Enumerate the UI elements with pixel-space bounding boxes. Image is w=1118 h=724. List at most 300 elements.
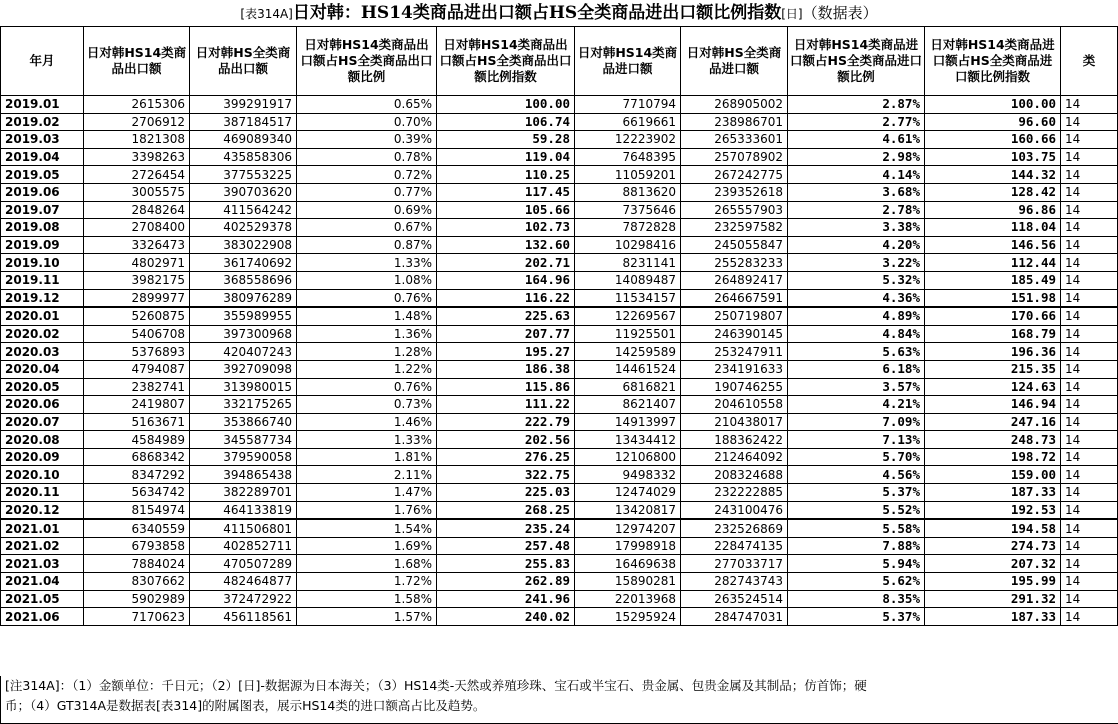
cell-import-index: 198.72 [925,448,1061,466]
cell-import-index: 192.53 [925,501,1061,519]
cell-month: 2020.02 [1,325,84,343]
cell-import-ratio: 5.58% [788,519,925,537]
cell-hsall-import: 253247911 [681,343,788,361]
cell-hsall-export: 380976289 [190,289,297,307]
cell-month: 2020.05 [1,378,84,396]
cell-hsall-import: 284747031 [681,608,788,626]
cell-hsall-import: 234191633 [681,360,788,378]
cell-category: 14 [1061,590,1118,608]
cell-category: 14 [1061,219,1118,237]
cell-export-index: 106.74 [437,113,575,131]
cell-import-index: 100.00 [925,96,1061,114]
table-row [1,131,1118,149]
table-row [1,501,1118,519]
cell-hsall-export: 392709098 [190,360,297,378]
cell-category: 14 [1061,183,1118,201]
cell-hs14-import: 8621407 [575,396,681,414]
cell-month: 2020.04 [1,360,84,378]
cell-month: 2019.11 [1,271,84,289]
cell-hs14-import: 6816821 [575,378,681,396]
cell-hsall-import: 282743743 [681,573,788,591]
cell-month: 2021.01 [1,519,84,537]
cell-export-ratio: 0.67% [297,219,437,237]
header-hsall-export: 日对韩HS全类商品出口额 [190,27,297,96]
cell-export-index: 164.96 [437,271,575,289]
cell-import-index: 146.56 [925,236,1061,254]
cell-hs14-import: 12106800 [575,448,681,466]
cell-hsall-export: 435858306 [190,148,297,166]
cell-hsall-import: 204610558 [681,396,788,414]
cell-hs14-export: 3982175 [84,271,190,289]
cell-hsall-import: 232526869 [681,519,788,537]
cell-hsall-import: 245055847 [681,236,788,254]
cell-hs14-export: 5634742 [84,484,190,502]
cell-hsall-export: 377553225 [190,166,297,184]
cell-export-index: 268.25 [437,501,575,519]
cell-hs14-export: 1821308 [84,131,190,149]
cell-category: 14 [1061,519,1118,537]
cell-hs14-import: 15890281 [575,573,681,591]
cell-export-ratio: 1.08% [297,271,437,289]
cell-category: 14 [1061,378,1118,396]
table-row [1,201,1118,219]
header-hsall-import: 日对韩HS全类商品进口额 [681,27,788,96]
cell-export-index: 202.56 [437,431,575,449]
cell-hsall-import: 264667591 [681,289,788,307]
cell-category: 14 [1061,360,1118,378]
cell-category: 14 [1061,484,1118,502]
cell-import-ratio: 6.18% [788,360,925,378]
cell-hsall-import: 232597582 [681,219,788,237]
cell-category: 14 [1061,254,1118,272]
cell-export-ratio: 1.48% [297,307,437,325]
cell-import-ratio: 5.62% [788,573,925,591]
cell-hs14-import: 13434412 [575,431,681,449]
cell-month: 2021.03 [1,555,84,573]
cell-import-index: 96.60 [925,113,1061,131]
cell-hs14-import: 11925501 [575,325,681,343]
header-import-index: 日对韩HS14类商品进口额占HS全类商品进口额比例指数 [925,27,1061,96]
table-row [1,254,1118,272]
cell-hs14-export: 8347292 [84,466,190,484]
cell-hsall-import: 277033717 [681,555,788,573]
cell-category: 14 [1061,501,1118,519]
cell-import-ratio: 4.21% [788,396,925,414]
cell-hsall-import: 188362422 [681,431,788,449]
cell-hsall-import: 210438017 [681,413,788,431]
cell-import-index: 215.35 [925,360,1061,378]
cell-hs14-export: 2706912 [84,113,190,131]
cell-import-index: 187.33 [925,608,1061,626]
cell-category: 14 [1061,608,1118,626]
cell-hsall-export: 482464877 [190,573,297,591]
cell-month: 2020.12 [1,501,84,519]
cell-export-index: 119.04 [437,148,575,166]
cell-import-index: 146.94 [925,396,1061,414]
cell-import-ratio: 3.68% [788,183,925,201]
cell-import-index: 160.66 [925,131,1061,149]
cell-hsall-export: 397300968 [190,325,297,343]
cell-hsall-import: 239352618 [681,183,788,201]
cell-hsall-export: 469089340 [190,131,297,149]
cell-export-ratio: 0.87% [297,236,437,254]
cell-hsall-export: 464133819 [190,501,297,519]
cell-hs14-export: 3005575 [84,183,190,201]
cell-import-index: 291.32 [925,590,1061,608]
cell-hs14-import: 11059201 [575,166,681,184]
cell-month: 2019.09 [1,236,84,254]
header-export-ratio: 日对韩HS14类商品出口额占HS全类商品出口额比例 [297,27,437,96]
cell-hs14-import: 12474029 [575,484,681,502]
cell-export-index: 195.27 [437,343,575,361]
cell-hs14-import: 15295924 [575,608,681,626]
cell-hsall-export: 387184517 [190,113,297,131]
cell-category: 14 [1061,325,1118,343]
cell-hsall-export: 345587734 [190,431,297,449]
cell-hs14-import: 22013968 [575,590,681,608]
cell-hsall-export: 390703620 [190,183,297,201]
footnote-line-1: [注314A]：（1）金额单位：千日元；（2）[日]-数据源为日本海关；（3）HS14类-天然或养殖珍珠、宝石或半宝石、贵金属、包贵金属及其制品；仿首饰；硬 [5,678,867,693]
cell-import-ratio: 5.37% [788,608,925,626]
header-month: 年月 [1,27,84,96]
cell-hs14-export: 2419807 [84,396,190,414]
cell-export-ratio: 0.77% [297,183,437,201]
cell-export-index: 225.63 [437,307,575,325]
cell-hs14-import: 13420817 [575,501,681,519]
cell-import-ratio: 2.98% [788,148,925,166]
cell-hs14-export: 4802971 [84,254,190,272]
cell-import-index: 170.66 [925,307,1061,325]
cell-hs14-export: 4794087 [84,360,190,378]
table-row [1,271,1118,289]
cell-export-ratio: 1.54% [297,519,437,537]
cell-hsall-import: 263524514 [681,590,788,608]
cell-month: 2020.11 [1,484,84,502]
cell-hsall-import: 246390145 [681,325,788,343]
cell-hs14-export: 6793858 [84,537,190,555]
cell-export-ratio: 1.47% [297,484,437,502]
cell-hs14-export: 2382741 [84,378,190,396]
cell-hsall-import: 255283233 [681,254,788,272]
cell-hs14-import: 17998918 [575,537,681,555]
cell-export-index: 222.79 [437,413,575,431]
cell-import-ratio: 7.88% [788,537,925,555]
cell-export-ratio: 1.22% [297,360,437,378]
cell-import-ratio: 5.70% [788,448,925,466]
cell-category: 14 [1061,131,1118,149]
cell-hs14-export: 5406708 [84,325,190,343]
cell-export-index: 116.22 [437,289,575,307]
cell-category: 14 [1061,113,1118,131]
cell-import-index: 168.79 [925,325,1061,343]
cell-hsall-import: 243100476 [681,501,788,519]
cell-import-ratio: 4.89% [788,307,925,325]
cell-month: 2021.06 [1,608,84,626]
cell-export-ratio: 0.78% [297,148,437,166]
table-row [1,537,1118,555]
cell-export-ratio: 1.69% [297,537,437,555]
cell-month: 2019.02 [1,113,84,131]
cell-hsall-import: 265557903 [681,201,788,219]
cell-import-index: 112.44 [925,254,1061,272]
cell-category: 14 [1061,537,1118,555]
cell-hsall-export: 399291917 [190,96,297,114]
cell-export-index: 257.48 [437,537,575,555]
cell-month: 2020.09 [1,448,84,466]
cell-category: 14 [1061,466,1118,484]
cell-category: 14 [1061,271,1118,289]
table-row [1,166,1118,184]
cell-export-index: 105.66 [437,201,575,219]
cell-month: 2021.05 [1,590,84,608]
cell-export-index: 241.96 [437,590,575,608]
cell-export-ratio: 1.36% [297,325,437,343]
cell-month: 2020.01 [1,307,84,325]
cell-export-ratio: 0.65% [297,96,437,114]
cell-hsall-import: 267242775 [681,166,788,184]
cell-hsall-import: 208324688 [681,466,788,484]
cell-import-ratio: 7.13% [788,431,925,449]
cell-month: 2019.04 [1,148,84,166]
cell-month: 2019.03 [1,131,84,149]
cell-import-ratio: 7.09% [788,413,925,431]
cell-export-index: 115.86 [437,378,575,396]
cell-export-ratio: 0.69% [297,201,437,219]
cell-hsall-import: 190746255 [681,378,788,396]
cell-export-index: 111.22 [437,396,575,414]
cell-month: 2019.05 [1,166,84,184]
cell-hs14-export: 7884024 [84,555,190,573]
cell-hs14-export: 8307662 [84,573,190,591]
cell-hs14-import: 12974207 [575,519,681,537]
table-row [1,413,1118,431]
table-row [1,608,1118,626]
cell-hs14-export: 4584989 [84,431,190,449]
cell-hs14-import: 8231141 [575,254,681,272]
cell-category: 14 [1061,431,1118,449]
cell-export-index: 202.71 [437,254,575,272]
cell-import-ratio: 2.77% [788,113,925,131]
table-body [1,96,1118,626]
cell-hsall-export: 372472922 [190,590,297,608]
table-row [1,219,1118,237]
cell-hsall-export: 361740692 [190,254,297,272]
cell-import-index: 194.58 [925,519,1061,537]
cell-import-ratio: 4.36% [788,289,925,307]
table-row [1,307,1118,325]
cell-import-index: 118.04 [925,219,1061,237]
cell-export-ratio: 1.57% [297,608,437,626]
table-row [1,484,1118,502]
cell-export-ratio: 1.58% [297,590,437,608]
cell-hsall-export: 394865438 [190,466,297,484]
cell-category: 14 [1061,343,1118,361]
cell-export-ratio: 1.33% [297,431,437,449]
cell-import-index: 151.98 [925,289,1061,307]
cell-export-index: 276.25 [437,448,575,466]
cell-category: 14 [1061,148,1118,166]
cell-hsall-export: 456118561 [190,608,297,626]
cell-export-ratio: 0.70% [297,113,437,131]
table-row [1,555,1118,573]
cell-import-index: 103.75 [925,148,1061,166]
cell-month: 2019.12 [1,289,84,307]
title-tail: （数据表） [802,4,878,22]
cell-hsall-import: 232222885 [681,484,788,502]
cell-export-ratio: 0.72% [297,166,437,184]
cell-month: 2020.07 [1,413,84,431]
cell-category: 14 [1061,396,1118,414]
cell-hs14-export: 3398263 [84,148,190,166]
cell-import-index: 144.32 [925,166,1061,184]
cell-hsall-import: 212464092 [681,448,788,466]
cell-hsall-import: 238986701 [681,113,788,131]
table-row [1,590,1118,608]
cell-import-index: 195.99 [925,573,1061,591]
cell-hs14-export: 5163671 [84,413,190,431]
cell-export-index: 100.00 [437,96,575,114]
cell-hsall-import: 250719807 [681,307,788,325]
cell-hs14-export: 6340559 [84,519,190,537]
cell-import-ratio: 5.63% [788,343,925,361]
cell-import-ratio: 8.35% [788,590,925,608]
cell-hs14-export: 5376893 [84,343,190,361]
cell-category: 14 [1061,201,1118,219]
cell-category: 14 [1061,573,1118,591]
cell-export-index: 59.28 [437,131,575,149]
cell-hs14-export: 8154974 [84,501,190,519]
cell-hs14-export: 5902989 [84,590,190,608]
table-row [1,573,1118,591]
cell-export-ratio: 1.68% [297,555,437,573]
cell-import-ratio: 4.56% [788,466,925,484]
cell-category: 14 [1061,96,1118,114]
cell-hsall-export: 411506801 [190,519,297,537]
cell-hs14-import: 14089487 [575,271,681,289]
cell-hsall-import: 265333601 [681,131,788,149]
cell-import-index: 247.16 [925,413,1061,431]
cell-hsall-export: 379590058 [190,448,297,466]
cell-import-ratio: 4.61% [788,131,925,149]
cell-month: 2021.02 [1,537,84,555]
table-row [1,236,1118,254]
cell-category: 14 [1061,236,1118,254]
cell-export-ratio: 1.72% [297,573,437,591]
cell-month: 2019.10 [1,254,84,272]
table-row [1,431,1118,449]
cell-import-ratio: 5.37% [788,484,925,502]
cell-hs14-import: 10298416 [575,236,681,254]
cell-category: 14 [1061,448,1118,466]
cell-import-ratio: 3.38% [788,219,925,237]
cell-import-index: 185.49 [925,271,1061,289]
cell-export-index: 235.24 [437,519,575,537]
cell-export-ratio: 0.76% [297,378,437,396]
cell-import-index: 274.73 [925,537,1061,555]
footnote-line-2: 币；（4）GT314A是数据表[表314]的附属图表，展示HS14类的进口额高占比及趋势。 [5,698,486,713]
cell-export-index: 240.02 [437,608,575,626]
table-row [1,448,1118,466]
cell-hs14-import: 9498332 [575,466,681,484]
cell-export-index: 322.75 [437,466,575,484]
table-row [1,289,1118,307]
cell-hs14-import: 7375646 [575,201,681,219]
cell-month: 2020.03 [1,343,84,361]
cell-hs14-import: 12223902 [575,131,681,149]
cell-hs14-export: 2708400 [84,219,190,237]
cell-hs14-import: 7648395 [575,148,681,166]
cell-hs14-export: 2899977 [84,289,190,307]
title-suffix: [日] [781,7,803,21]
cell-export-ratio: 0.76% [297,289,437,307]
cell-hsall-export: 383022908 [190,236,297,254]
table-row [1,343,1118,361]
page-title [0,0,1118,26]
table-row [1,466,1118,484]
cell-hsall-export: 411564242 [190,201,297,219]
cell-export-index: 186.38 [437,360,575,378]
cell-hs14-import: 12269567 [575,307,681,325]
data-table [0,26,1118,626]
cell-export-index: 117.45 [437,183,575,201]
cell-export-index: 207.77 [437,325,575,343]
cell-import-index: 96.86 [925,201,1061,219]
cell-import-index: 128.42 [925,183,1061,201]
cell-import-ratio: 5.52% [788,501,925,519]
footnote [0,676,1118,724]
cell-month: 2020.08 [1,431,84,449]
cell-month: 2020.06 [1,396,84,414]
cell-hs14-export: 3326473 [84,236,190,254]
header-hs14-export: 日对韩HS14类商品出口额 [84,27,190,96]
header-category: 类 [1061,27,1118,96]
cell-hsall-export: 332175265 [190,396,297,414]
cell-import-ratio: 2.87% [788,96,925,114]
cell-hs14-import: 14913997 [575,413,681,431]
table-row [1,96,1118,114]
cell-hsall-import: 257078902 [681,148,788,166]
cell-hs14-import: 14461524 [575,360,681,378]
cell-import-index: 207.32 [925,555,1061,573]
cell-category: 14 [1061,166,1118,184]
cell-hsall-export: 470507289 [190,555,297,573]
cell-hsall-import: 264892417 [681,271,788,289]
cell-export-ratio: 1.28% [297,343,437,361]
cell-hsall-export: 402529378 [190,219,297,237]
cell-hs14-import: 16469638 [575,555,681,573]
cell-import-ratio: 3.22% [788,254,925,272]
cell-import-ratio: 5.94% [788,555,925,573]
header-row [1,27,1118,96]
cell-export-ratio: 0.73% [297,396,437,414]
table-row [1,148,1118,166]
cell-export-index: 110.25 [437,166,575,184]
cell-export-index: 225.03 [437,484,575,502]
cell-month: 2019.01 [1,96,84,114]
cell-month: 2019.06 [1,183,84,201]
cell-export-ratio: 2.11% [297,466,437,484]
cell-export-ratio: 1.33% [297,254,437,272]
cell-export-index: 102.73 [437,219,575,237]
cell-hs14-import: 7872828 [575,219,681,237]
cell-category: 14 [1061,307,1118,325]
cell-hsall-import: 228474135 [681,537,788,555]
cell-export-index: 262.89 [437,573,575,591]
cell-export-ratio: 1.46% [297,413,437,431]
table-row [1,183,1118,201]
cell-import-index: 159.00 [925,466,1061,484]
cell-hs14-import: 11534157 [575,289,681,307]
